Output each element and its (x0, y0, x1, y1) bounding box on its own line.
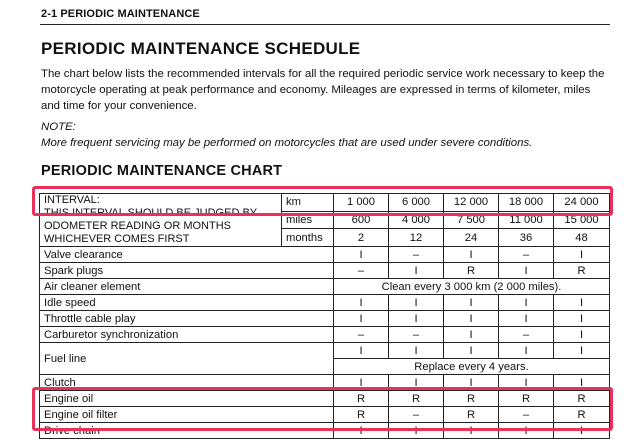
unit-miles: miles (282, 211, 334, 229)
table-cell: 48 (554, 229, 610, 247)
table-cell: – (334, 327, 389, 343)
table-cell: I (499, 311, 554, 327)
table-cell: R (334, 391, 389, 407)
table-cell: 18 000 (499, 194, 554, 212)
table-row-throttle-cable (40, 311, 610, 327)
row-label: Spark plugs (40, 263, 334, 279)
table-cell: I (554, 375, 610, 391)
table-cell: – (389, 327, 444, 343)
table-cell: I (554, 247, 610, 263)
table-row-fuel-line (40, 343, 610, 359)
row-label: Engine oil (40, 391, 334, 407)
table-cell: 12 (389, 229, 444, 247)
table-cell: 1 000 (334, 194, 389, 212)
maintenance-table (39, 193, 610, 439)
row-label: Clutch (40, 375, 334, 391)
table-cell: I (389, 375, 444, 391)
table-cell: I (444, 375, 499, 391)
table-cell: R (554, 407, 610, 423)
table-row-drive-chain (40, 423, 610, 439)
table-cell: R (444, 263, 499, 279)
table-cell: I (554, 295, 610, 311)
table-cell: 2 (334, 229, 389, 247)
table-cell: 6 000 (389, 194, 444, 212)
table-cell: – (389, 407, 444, 423)
table-cell: I (334, 423, 389, 439)
table-cell: 36 (499, 229, 554, 247)
table-cell: I (499, 343, 554, 359)
table-row-idle-speed (40, 295, 610, 311)
table-cell: I (444, 311, 499, 327)
table-cell: I (554, 327, 610, 343)
section-header: 2-1 PERIODIC MAINTENANCE (41, 8, 200, 20)
table-cell: 600 (334, 211, 389, 229)
table-row-spark-plugs (40, 263, 610, 279)
table-cell: I (334, 311, 389, 327)
table-row-valve-clearance (40, 247, 610, 263)
table-cell: I (389, 295, 444, 311)
table-cell: I (444, 327, 499, 343)
unit-months: months (282, 229, 334, 247)
span-note: Clean every 3 000 km (2 000 miles). (334, 279, 610, 295)
table-cell: R (554, 391, 610, 407)
table-cell: 24 (444, 229, 499, 247)
row-label: Air cleaner element (40, 279, 334, 295)
table-row-engine-oil (40, 391, 610, 407)
row-label: Idle speed (40, 295, 334, 311)
table-cell: I (389, 311, 444, 327)
table-row-km (40, 194, 610, 212)
page-title: PERIODIC MAINTENANCE SCHEDULE (41, 39, 361, 58)
table-row-carburetor-sync (40, 327, 610, 343)
table-cell: 24 000 (554, 194, 610, 212)
table-cell: 12 000 (444, 194, 499, 212)
table-cell: I (334, 295, 389, 311)
table-cell: 4 000 (389, 211, 444, 229)
table-cell: R (334, 407, 389, 423)
interval-hint: THIS INTERVAL SHOULD BE JUDGED BY ODOMETER READING OR MONTHS WHICHEVER COMES FIRST (44, 207, 257, 245)
chart-title: PERIODIC MAINTENANCE CHART (41, 163, 283, 179)
interval-label: INTERVAL: (44, 194, 100, 206)
table-row-air-cleaner (40, 279, 610, 295)
span-note: Replace every 4 years. (334, 359, 610, 375)
table-cell: – (499, 407, 554, 423)
table-cell: 15 000 (554, 211, 610, 229)
table-cell: I (499, 423, 554, 439)
table-cell: I (499, 375, 554, 391)
table-cell: I (389, 343, 444, 359)
table-row-engine-oil-filter (40, 407, 610, 423)
table-cell: R (554, 263, 610, 279)
table-cell: – (499, 247, 554, 263)
table-cell: – (389, 247, 444, 263)
table-cell: I (554, 343, 610, 359)
table-cell: I (499, 263, 554, 279)
note-text: More frequent servicing may be performed on motorcycles that are used under severe conditions. (41, 137, 533, 149)
table-cell: I (389, 423, 444, 439)
table-cell: I (444, 247, 499, 263)
table-cell: I (554, 311, 610, 327)
header-rule (40, 24, 610, 25)
table-cell: I (334, 375, 389, 391)
table-cell: I (444, 295, 499, 311)
table-cell: I (554, 423, 610, 439)
note-label: NOTE: (41, 121, 76, 133)
table-cell: – (499, 327, 554, 343)
table-cell: I (334, 247, 389, 263)
table-cell: R (389, 391, 444, 407)
table-cell: R (444, 407, 499, 423)
table-cell: R (444, 391, 499, 407)
interval-cell (40, 194, 282, 247)
table-row-clutch (40, 375, 610, 391)
row-label: Valve clearance (40, 247, 334, 263)
row-label: Fuel line (40, 343, 334, 375)
table-cell: I (444, 423, 499, 439)
table-cell: R (499, 391, 554, 407)
table-cell: – (334, 263, 389, 279)
intro-paragraph: The chart below lists the recommended intervals for all the required periodic service work necessary to keep the motorcycle operating at peak performance and economy. Mileages are expressed in terms of kilometer, miles and time for your convenience. (41, 68, 605, 112)
table-cell: 11 000 (499, 211, 554, 229)
row-label: Throttle cable play (40, 311, 334, 327)
table-cell: I (444, 343, 499, 359)
row-label: Drive chain (40, 423, 334, 439)
unit-km: km (282, 194, 334, 212)
row-label: Engine oil filter (40, 407, 334, 423)
table-cell: 7 500 (444, 211, 499, 229)
table-cell: I (389, 263, 444, 279)
row-label: Carburetor synchronization (40, 327, 334, 343)
table-cell: I (499, 295, 554, 311)
table-cell: I (334, 343, 389, 359)
